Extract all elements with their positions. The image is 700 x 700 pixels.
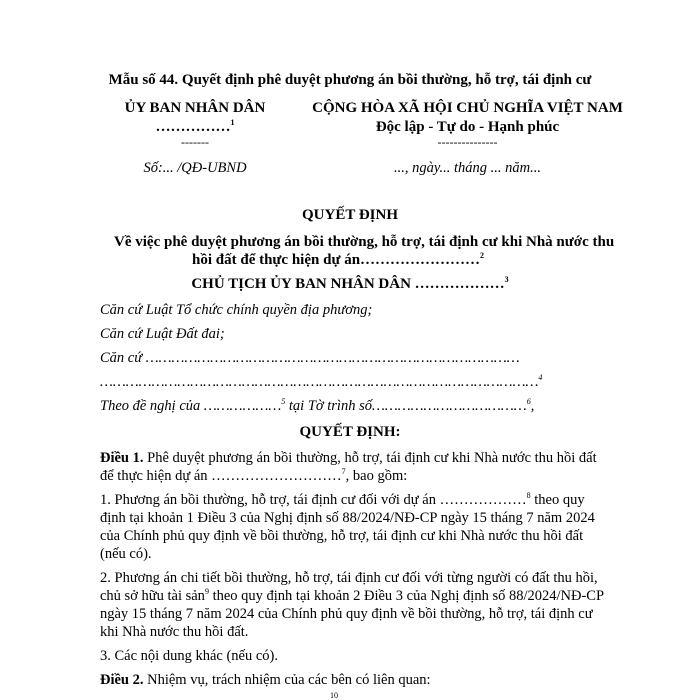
item-2-text-b: theo quy định tại khoản 2 Điều 3 của Nghị định số 88/2024/NĐ-CP: [208, 588, 605, 604]
decides-heading: QUYẾT ĐỊNH:: [299, 424, 401, 440]
submission-ref: tại Tờ trình số………………………………: [285, 398, 527, 414]
basis-4-text: …………………………………………………………………………………………: [100, 374, 539, 390]
footnote-1: 1: [230, 118, 235, 127]
footnote-7: 7: [341, 467, 346, 477]
decision-date: ..., ngày... tháng ... năm...: [393, 160, 541, 176]
subject-line-2: [192, 252, 484, 269]
item-1-text-a: 1. Phương án bồi thường, hỗ trợ, tái định cư đối với dự án ………………: [100, 492, 527, 508]
basis-3: Căn cứ ……………………………………………………………………………: [100, 350, 520, 366]
item-1-line-3: của Chính phủ quy định về bồi thường, hỗ trợ, tái định cư khi Nhà nước thu hồi đất: [100, 528, 584, 544]
authority-line: [0, 276, 700, 293]
article-1-label: Điều 1.: [100, 450, 144, 466]
article-1-line-1: [100, 450, 597, 467]
footnote-2: 2: [480, 251, 485, 260]
item-1-line-4: (nếu có).: [100, 546, 152, 562]
authority: CHỦ TỊCH ỦY BAN NHÂN DÂN ………………: [191, 276, 505, 292]
footnote-4: 4: [538, 373, 543, 383]
footnote-6: 6: [526, 397, 531, 407]
article-1-line-2: [100, 468, 407, 485]
item-1-line-2: định tại khoản 1 Điều 3 của Nghị định số 88/2024/NĐ-CP ngày 15 tháng 7 năm 2024: [100, 510, 595, 526]
decision-title: QUYẾT ĐỊNH: [302, 207, 398, 223]
basis-4: [100, 374, 542, 391]
article-2-text: Nhiệm vụ, trách nhiệm của các bên có liên quan:: [143, 672, 431, 688]
article-1-project: để thực hiện dự án ………………………: [100, 468, 342, 484]
item-1-line-1: [100, 492, 585, 509]
nation-name: CỘNG HÒA XÃ HỘI CHỦ NGHĨA VIỆT NAM: [312, 100, 623, 116]
basis-1: Căn cứ Luật Tổ chức chính quyền địa phương;: [100, 302, 373, 318]
issuing-org: ỦY BAN NHÂN DÂN: [124, 100, 266, 116]
item-2-line-4: khi Nhà nước thu hồi đất.: [100, 624, 249, 640]
article-2-line: [100, 672, 431, 689]
right-header-rule: ---------------: [437, 135, 498, 149]
form-title: Mẫu số 44. Quyết định phê duyệt phương án bồi thường, hỗ trợ, tái định cư: [108, 72, 592, 88]
subject-line-2-text: hồi đất để thực hiện dự án……………………: [192, 252, 481, 268]
subject-line-1: Về việc phê duyệt phương án bồi thường, hỗ trợ, tái định cư khi Nhà nước thu: [114, 234, 615, 250]
national-motto: Độc lập - Tự do - Hạnh phúc: [375, 119, 560, 135]
item-2-text-a: chủ sở hữu tài sản: [100, 588, 205, 604]
item-2-line-2: [100, 588, 604, 605]
issuing-org-blank-line: [110, 119, 280, 136]
article-1-includes: , bao gồm:: [345, 468, 408, 484]
decision-number: Số:... /QĐ-UBND: [143, 160, 247, 176]
footnote-10: 10: [330, 691, 338, 700]
basis-5: [100, 398, 534, 415]
article-1-text: Phê duyệt phương án bồi thường, hỗ trợ, tái định cư khi Nhà nước thu hồi đất: [143, 450, 597, 466]
issuing-org-blank: ……………: [155, 119, 231, 135]
basis-5-comma: ,: [530, 398, 535, 414]
proposal-by: Theo đề nghị của ………………: [100, 398, 282, 414]
footnote-9: 9: [204, 587, 209, 597]
basis-2: Căn cứ Luật Đất đai;: [100, 326, 225, 342]
footnote-5: 5: [281, 397, 286, 407]
item-1-text-b: theo quy: [530, 492, 585, 508]
item-2-line-1: 2. Phương án chi tiết bồi thường, hỗ trợ, tái định cư đối với từng người có đất thu hồi,: [100, 570, 598, 586]
footnote-8: 8: [526, 491, 531, 501]
left-header-rule: -------: [181, 135, 209, 149]
article-2-label: Điều 2.: [100, 672, 144, 688]
item-2-line-3: ngày 15 tháng 7 năm 2024 của Chính phủ quy định về bồi thường, hỗ trợ, tái định cư: [100, 606, 593, 622]
item-3: 3. Các nội dung khác (nếu có).: [100, 648, 278, 664]
footnote-3: 3: [504, 275, 509, 284]
